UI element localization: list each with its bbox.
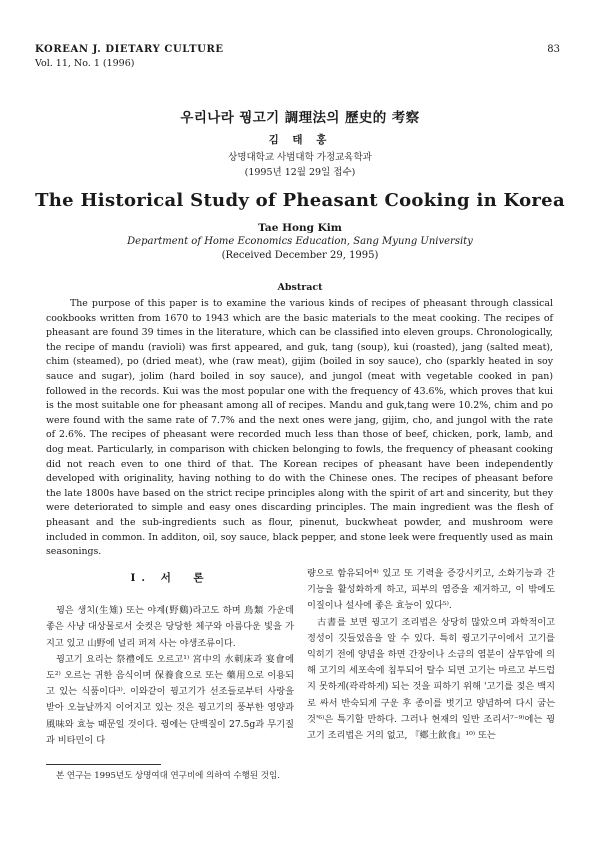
journal-volume: Vol. 11, No. 1 (1996) [35,58,135,69]
abstract-heading: Abstract [277,282,323,293]
intro-paragraph-4: 古書를 보면 꿩고기 조리법은 상당히 많았으며 과학적이고 정성이 깃들었음을 알 수 있다. 특히 꿩고기구이에서 고기를 익히기 전에 양념을 하면 간장이나 소금의 염분이 삼투압에 의해 고기의 세포속에 침투되어 탈수 되면 고기는 마르고 부드럽지 못하게(곽곽하게) 되는 것을 피하기 위해 '고기를 젖은 백지로 싸서 반숙되게 구운 후 종이를 벗기고 양념하여 다시 굽는 것'⁶⁾은 특기할 만하다. 그러나 현재의 일반 조리서⁷⁻⁹⁾에는 꿩고기 조리법은 거의 없고, 『鄕土飮食』¹⁰⁾ 또는 [307,616,555,742]
footnote-rule [46,764,161,765]
english-title: The Historical Study of Pheasant Cooking in Korea [35,190,565,211]
page-number: 83 [547,44,560,55]
korean-author: 김 태 홍 [268,134,332,146]
intro-paragraph-3: 량으로 함유되어⁴⁾ 있고 또 기력을 증강시키고, 소화기능과 간기능을 활성화하게 하고, 피부의 염증을 제거하고, 이 밖에도 이질이나 설사에 좋은 효능이 있다⁵⁾. [307,568,555,612]
abstract-body [46,297,553,560]
korean-title: 우리나라 꿩고기 調理法의 歷史的 考察 [180,110,420,126]
english-affiliation: Department of Home Economics Education, Sang Myung University [127,236,473,247]
abstract-text: The purpose of this paper is to examine the various kinds of recipes of pheasant through classical cookbooks written from 1670 to 1943 which are the basic materials to the meat cooking. The recipes of pheasant are found 39 times in the literature, which can be classified into eleven groups. Chronologically, the recipe of mandu (ravioli) was first appeared, and guk, tang (soup), kui (roasted), jang (salted meat), chim (steamed), po (dried meat), whe (raw meat), gijim (boiled in soy sauce), cho (sparkly heated in soy sauce and sugar), jolim (hard boiled in soy sauce), and jungol (meat with vegetable cooked in pan) followed in the records. Kui was the most popular one with the frequency of 43.6%, which proves that kui is the most suitable one for pheasant among all of recipes. Mandu and guk,tang were 10.2%, chim and po were found with the same rate of 7.7% and the next ones were jang, gijim, cho, and jungol with the rate of 2.6%. The recipes of pheasant were recorded much less than those of beef, chicken, pork, lamb, and dog meat. Particularly, in comparison with chicken belonging to fowls, the frequency of pheasant cooking did not reach even to one third of that. The Korean recipes of pheasant have been independently developed with originality, having nothing to do with the Chinese ones. The recipes of pheasant before the late 1800s have based on the strict recipe principles along with the spirit of art and sincerity, but they were deteriorated to simple and easy ones discarding principles. The main ingredient was the flesh of pheasant and the sub-ingredients such as flour, pinenut, buckwheat powder, and mushroom were included in common. In additon, oil, soy sauce, black pepper, and stone leek were frequently used as main seasonings. [46,298,553,558]
journal-name: KOREAN J. DIETARY CULTURE [35,44,224,55]
korean-received-date: (1995년 12월 29일 접수) [244,167,356,178]
english-received-date: (Received December 29, 1995) [221,250,379,261]
intro-paragraph-1: 꿩은 생치(生雉) 또는 야계(野鷄)라고도 하며 鳥類 가운데 좋은 사냥 대상물로서 숫컷은 당당한 체구와 아름다운 빛을 가지고 있고 山野에 널리 퍼져 사는 야생조류이다. [46,605,294,649]
korean-affiliation: 상명대학교 사범대학 가정교육학과 [228,152,372,163]
left-column [46,572,294,749]
right-column [307,566,555,744]
intro-paragraph-2: 꿩고기 요리는 祭禮에도 오르고¹⁾ 宮中의 水刺床과 宴會에도²⁾ 오르는 귀한 음식이며 保養食으로 또는 藥用으로 이용되고 있는 식품이다³⁾. 이와같이 꿩고기가 선조들로부터 사랑을 받아 오늘날까지 이어지고 있는 것은 꿩고기의 풍부한 영양과 風味와 효능 때문일 것이다. 꿩에는 단백질이 27.5g과 무기질과 비타민이 다 [46,653,294,746]
funding-footnote: 본 연구는 1995년도 상명여대 연구비에 의하여 수행된 것임. [56,771,280,781]
english-author: Tae Hong Kim [258,222,342,234]
section-heading-introduction: I. 서 론 [130,572,210,584]
